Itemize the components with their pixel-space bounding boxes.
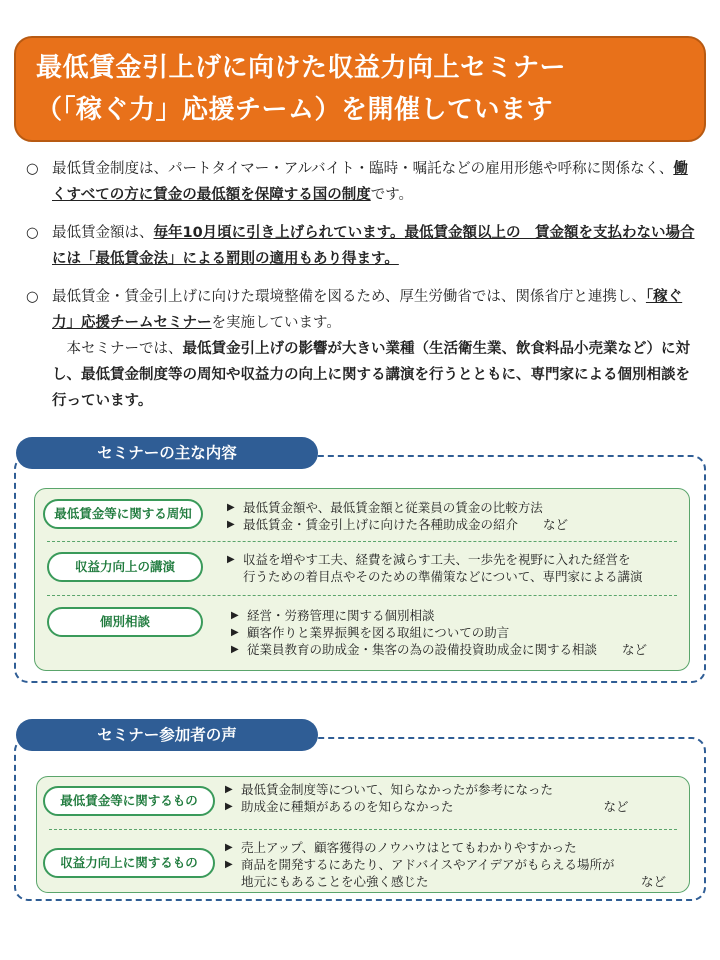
p3-text: 最低賃金・賃金引上げに向けた環境整備を図るため、厚生労働省では、関係省庁と連携し、 <box>52 289 646 305</box>
triangle-bullet-icon: ▶ <box>231 644 239 655</box>
label-minimum-wage-notice: 最低賃金等に関する周知 <box>43 499 203 529</box>
triangle-bullet-icon: ▶ <box>227 502 235 513</box>
list-item: ▶ 最低賃金・賃金引上げに向けた各種助成金の紹介 など <box>227 517 569 532</box>
section-tab-main-content: セミナーの主な内容 <box>16 437 318 469</box>
p3-emphasis: 最低賃金引上げの影響が大きい業種（生活衛生業、飲食料品小売業など）に対し、最低賃金制度等の周知や収益力の向上に関する講演を行うとともに、専門家による個別相談を行っています。 <box>52 341 690 409</box>
label-individual-consultation: 個別相談 <box>47 607 203 637</box>
list-item: ▶ 収益を増やす工夫、経費を減らす工夫、一歩先を視野に入れた経営を <box>227 552 631 567</box>
p2-emphasis: 毎年10月頃に引き上げられています。最低賃金額以上の 賃金額を支払わない場合には「最低賃金法」による罰則の適用もあり得ます。 <box>52 225 695 267</box>
voices-panel <box>36 776 690 893</box>
p1-tail: です。 <box>370 187 414 203</box>
title-banner <box>14 36 706 142</box>
triangle-bullet-icon: ▶ <box>231 627 239 638</box>
divider <box>47 595 677 596</box>
divider <box>47 541 677 542</box>
label-profit-lecture: 収益力向上の講演 <box>47 552 203 582</box>
p2-text: 最低賃金額は、 <box>52 225 154 241</box>
paragraph-minimum-wage-system <box>26 156 696 208</box>
section-tab-participant-voices: セミナー参加者の声 <box>16 719 318 751</box>
paragraph-minimum-wage-amount <box>26 220 696 272</box>
circle-bullet-icon: ○ <box>26 289 39 305</box>
list-item: ▶ 売上アップ、顧客獲得のノウハウはとてもわかりやすかった <box>225 840 577 855</box>
list-item: ▶ 商品を開発するにあたり、アドバイスやアイデアがもらえる場所が <box>225 857 615 872</box>
paragraph-seminar-intro <box>26 284 696 414</box>
rows-minimum-wage-voices <box>225 781 629 815</box>
banner-line-1: 最低賃金引上げに向けた収益力向上セミナー <box>36 53 567 83</box>
p3-text-2: 本セミナーでは、 <box>52 341 183 357</box>
list-item-continuation: 行うための着目点やそのための準備策などについて、専門家による講演 <box>243 569 643 584</box>
circle-bullet-icon: ○ <box>26 225 39 241</box>
triangle-bullet-icon: ▶ <box>227 519 235 530</box>
rows-profit-voices <box>225 839 666 890</box>
section-participant-voices <box>14 737 706 901</box>
label-profit-voices: 収益力向上に関するもの <box>43 848 215 878</box>
list-item: ▶ 最低賃金額や、最低賃金額と従業員の賃金の比較方法 <box>227 500 543 515</box>
list-item: ▶ 助成金に種類があるのを知らなかった など <box>225 799 629 814</box>
p3-seminar-name: 「稼ぐ力」応援チームセミナー <box>52 289 683 331</box>
triangle-bullet-icon: ▶ <box>225 784 233 795</box>
rows-profit-lecture <box>227 551 643 585</box>
p3-tail: を実施しています。 <box>211 315 341 331</box>
label-minimum-wage-voices: 最低賃金等に関するもの <box>43 786 215 816</box>
p1-emphasis: 働くすべての方に賃金の最低額を保障する国の制度 <box>52 161 688 203</box>
list-item: ▶ 顧客作りと業界振興を図る取組についての助言 <box>231 625 510 640</box>
circle-bullet-icon: ○ <box>26 161 39 177</box>
p1-text: 最低賃金制度は、パートタイマー・アルバイト・臨時・嘱託などの雇用形態や呼称に関係なく、 <box>52 161 674 177</box>
triangle-bullet-icon: ▶ <box>231 610 239 621</box>
list-item-continuation: 地元にもあることを心強く感じた など <box>241 874 667 889</box>
list-item: ▶ 経営・労務管理に関する個別相談 <box>231 608 435 623</box>
triangle-bullet-icon: ▶ <box>225 859 233 870</box>
divider <box>49 829 677 830</box>
triangle-bullet-icon: ▶ <box>227 554 235 565</box>
triangle-bullet-icon: ▶ <box>225 801 233 812</box>
content-panel <box>34 488 690 671</box>
section-main-content <box>14 455 706 683</box>
list-item: ▶ 最低賃金制度等について、知らなかったが参考になった <box>225 782 554 797</box>
triangle-bullet-icon: ▶ <box>225 842 233 853</box>
list-item: ▶ 従業員教育の助成金・集客の為の設備投資助成金に関する相談 など <box>231 642 648 657</box>
rows-individual-consultation <box>231 607 647 658</box>
rows-minimum-wage-notice <box>227 499 568 533</box>
banner-line-2: （「稼ぐ力」応援チーム）を開催しています <box>36 95 554 125</box>
